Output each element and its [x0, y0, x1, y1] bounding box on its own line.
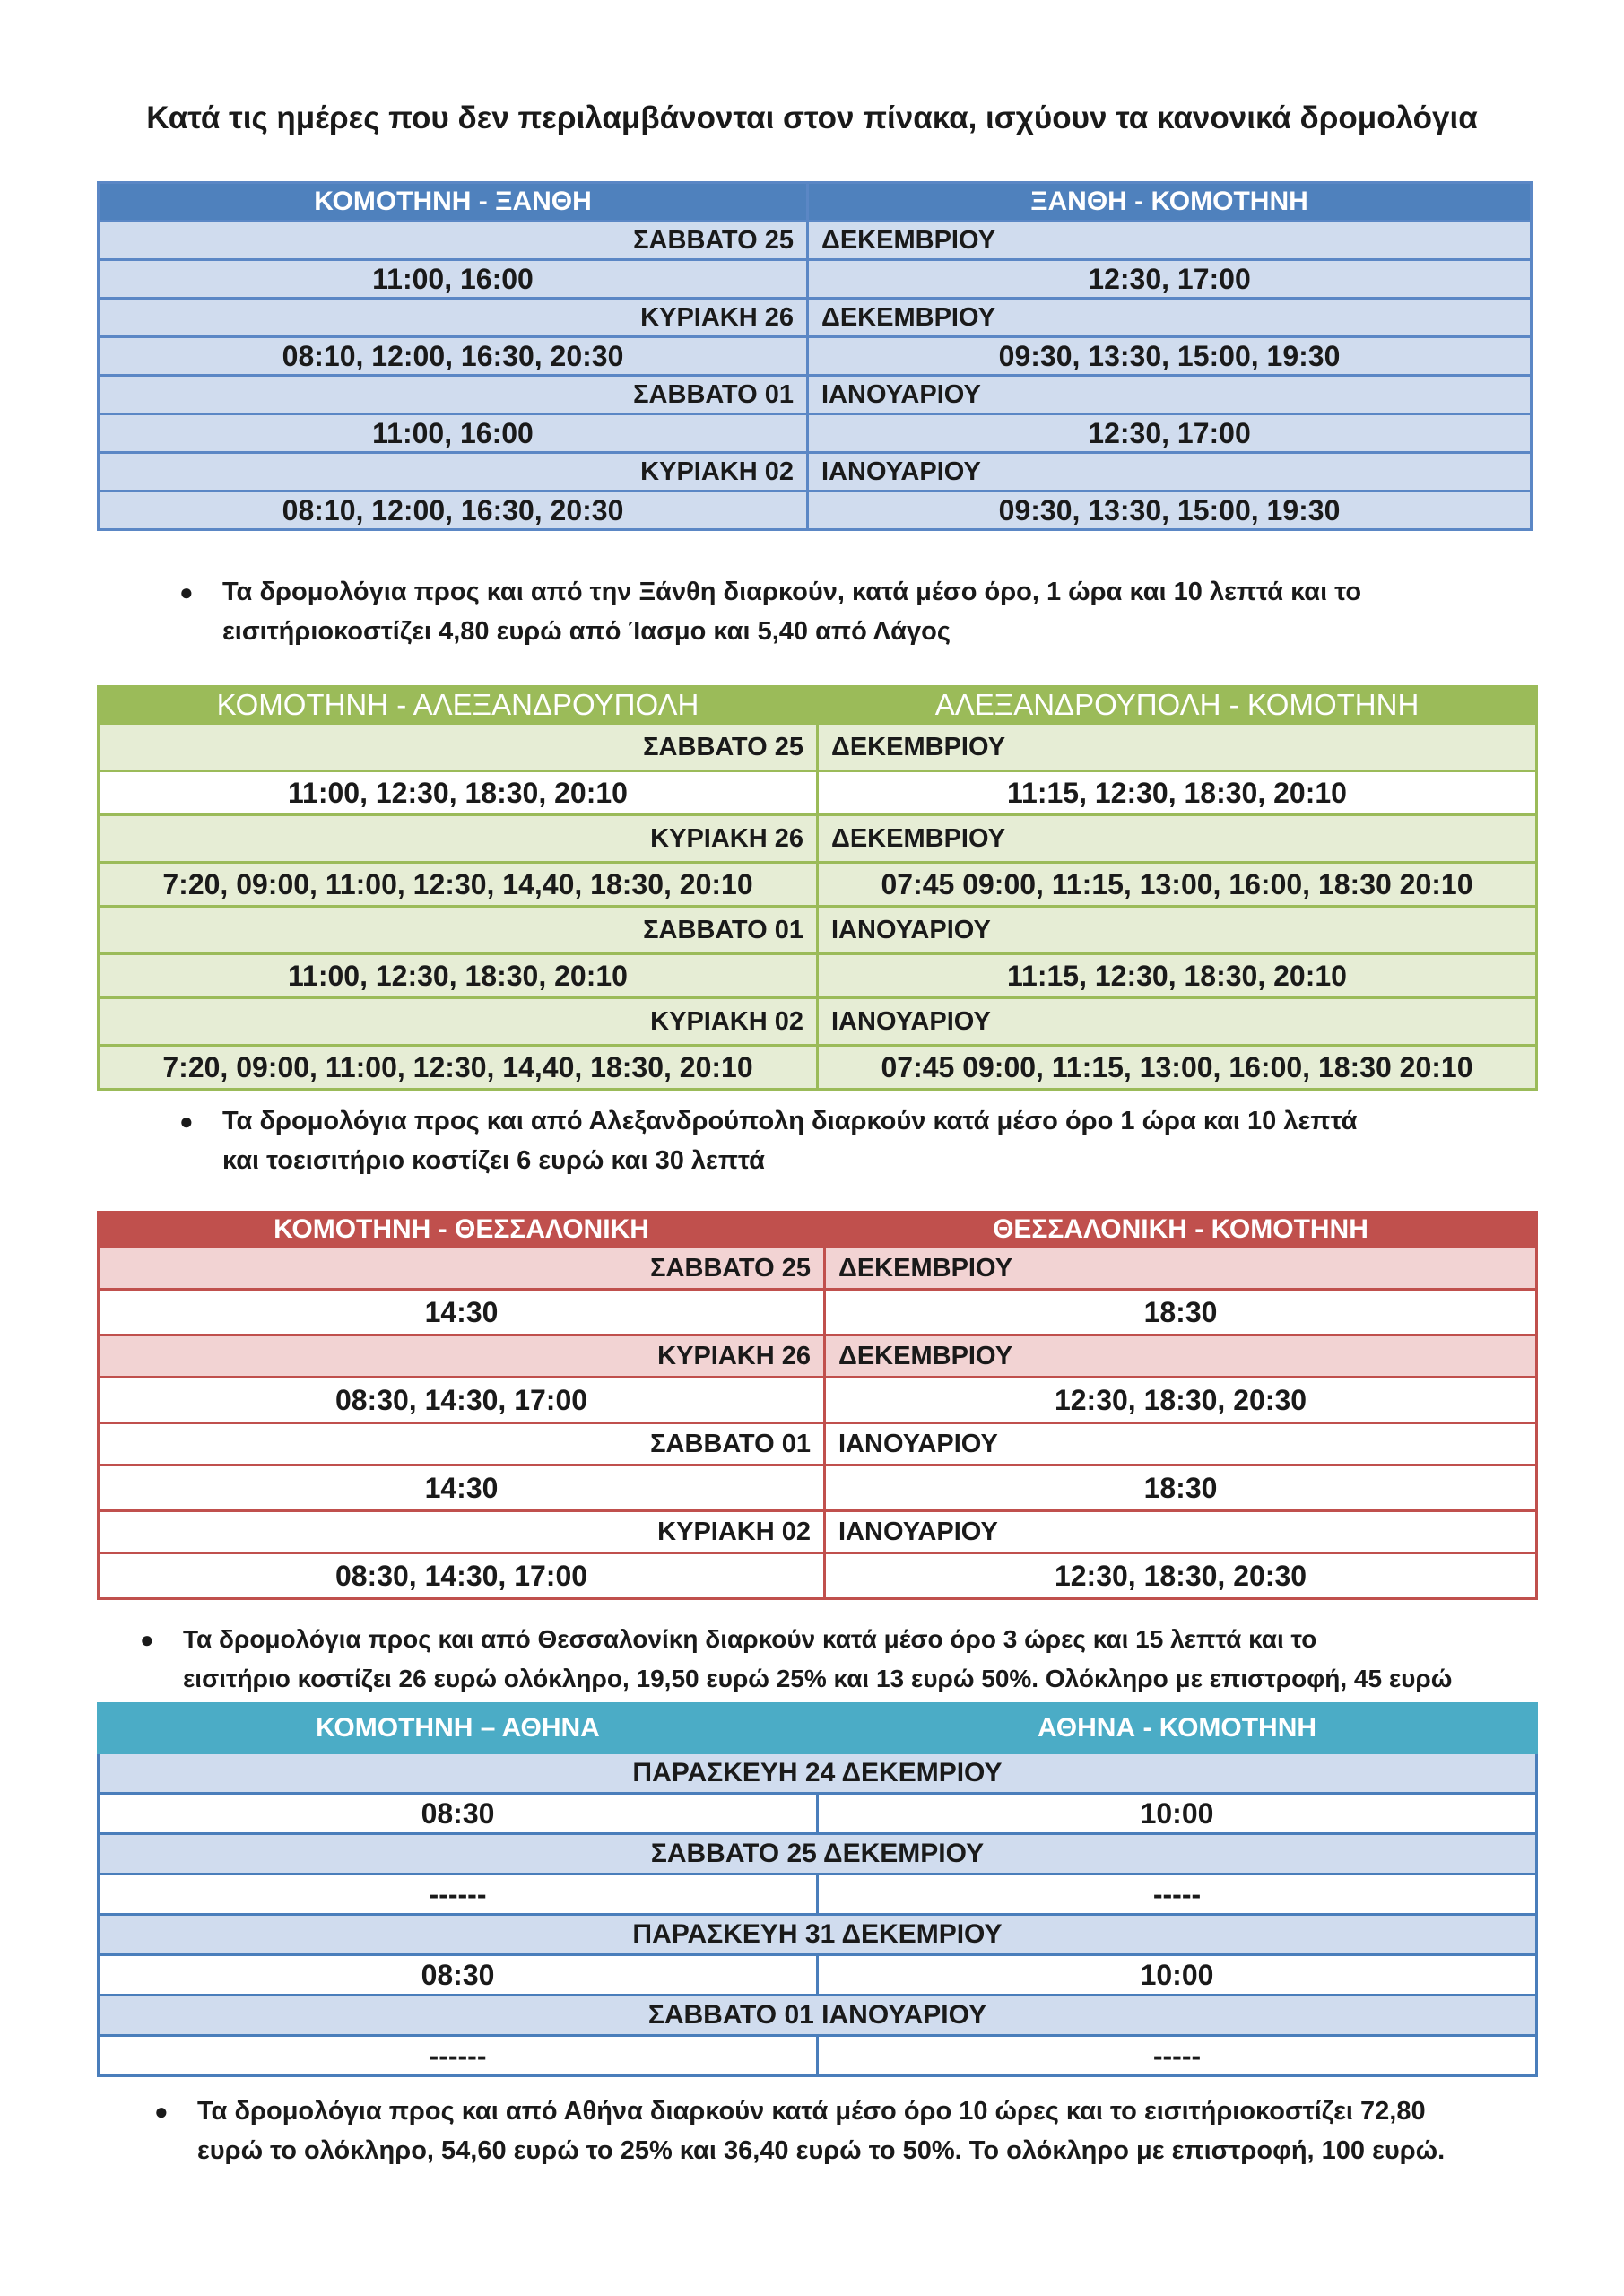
alexandroupoli-schedule-table — [97, 685, 1538, 1091]
outbound-times: 14:30 — [99, 1465, 825, 1511]
outbound-times: 08:30, 14:30, 17:00 — [99, 1378, 825, 1423]
table-header-row — [99, 1704, 1537, 1753]
return-times: 11:15, 12:30, 18:30, 20:10 — [818, 954, 1537, 998]
day-label: ΣΑΒΒΑΤΟ 01 — [99, 1423, 825, 1465]
return-times: 12:30, 17:00 — [808, 414, 1532, 453]
athens-note — [154, 2092, 1446, 2170]
return-times: 18:30 — [825, 1465, 1537, 1511]
day-label: ΣΑΒΒΑΤΟ 25 — [99, 1248, 825, 1290]
return-times: 07:45 09:00, 11:15, 13:00, 16:00, 18:30 20:10 — [818, 863, 1537, 907]
date-label: ΣΑΒΒΑΤΟ 25 ΔΕΚΕΜΡΙΟΥ — [99, 1834, 1537, 1874]
bullet-icon: ● — [140, 1626, 154, 1653]
header-outbound: ΚΟΜΟΤΗΝΗ - ΘΕΣΣΑΛΟΝΙΚΗ — [99, 1213, 825, 1248]
alexandroupoli-note — [179, 1101, 1358, 1180]
times-row — [99, 863, 1537, 907]
xanthi-schedule-table — [97, 181, 1533, 531]
note-line: εισιτήριοκοστίζει 4,80 ευρώ από Ίασμο και 5,40 από Λάγος — [222, 617, 951, 646]
month-label: ΔΕΚΕΜΒΡΙΟΥ — [808, 299, 1532, 337]
xanthi-note — [179, 572, 1362, 651]
month-label: ΙΑΝΟΥΑΡΙΟΥ — [818, 907, 1537, 954]
day-label: ΣΑΒΒΑΤΟ 01 — [99, 376, 808, 414]
outbound-times: 08:30 — [99, 1955, 818, 1996]
day-label: ΚΥΡΙΑΚΗ 02 — [99, 1511, 825, 1553]
outbound-times: 11:00, 16:00 — [99, 414, 808, 453]
table-header-row — [99, 1213, 1537, 1248]
outbound-times: 08:10, 12:00, 16:30, 20:30 — [99, 337, 808, 376]
header-outbound: ΚΟΜΟΤΗΝΗ - ΞΑΝΘΗ — [99, 183, 808, 222]
outbound-times: 7:20, 09:00, 11:00, 12:30, 14,40, 18:30, 20:10 — [99, 1046, 818, 1090]
thessaloniki-note — [140, 1620, 1453, 1699]
header-return: ΑΛΕΞΑΝΔΡΟΥΠΟΛΗ - ΚΟΜΟΤΗΝΗ — [818, 687, 1537, 724]
table-header-row — [99, 183, 1532, 222]
month-label: ΙΑΝΟΥΑΡΙΟΥ — [808, 376, 1532, 414]
day-label: ΣΑΒΒΑΤΟ 25 — [99, 222, 808, 260]
date-row — [99, 1423, 1537, 1465]
return-times: 07:45 09:00, 11:15, 13:00, 16:00, 18:30 20:10 — [818, 1046, 1537, 1090]
date-row — [99, 724, 1537, 771]
date-row — [99, 1753, 1537, 1794]
date-label: ΣΑΒΒΑΤΟ 01 ΙΑΝΟΥΑΡΙΟΥ — [99, 1996, 1537, 2036]
note-line: Τα δρομολόγια προς και από Αθήνα διαρκούν κατά μέσο όρο 10 ώρες και το εισιτήριοκοστίζει 72,80 — [197, 2097, 1426, 2126]
times-row — [99, 260, 1532, 299]
outbound-times: 11:00, 16:00 — [99, 260, 808, 299]
day-label: ΚΥΡΙΑΚΗ 26 — [99, 299, 808, 337]
return-times: 18:30 — [825, 1290, 1537, 1335]
date-row — [99, 1834, 1537, 1874]
times-row — [99, 414, 1532, 453]
return-times: 10:00 — [818, 1955, 1537, 1996]
return-times: 09:30, 13:30, 15:00, 19:30 — [808, 491, 1532, 530]
note-line: Τα δρομολόγια προς και από Αλεξανδρούπολη διαρκούν κατά μέσο όρο 1 ώρα και 10 λεπτά — [222, 1107, 1358, 1135]
outbound-times: 08:10, 12:00, 16:30, 20:30 — [99, 491, 808, 530]
date-row — [99, 1915, 1537, 1955]
athens-schedule-table — [97, 1702, 1538, 2077]
times-row — [99, 1290, 1537, 1335]
day-label: ΚΥΡΙΑΚΗ 26 — [99, 815, 818, 863]
date-row — [99, 1335, 1537, 1378]
month-label: ΙΑΝΟΥΑΡΙΟΥ — [825, 1511, 1537, 1553]
times-row — [99, 1465, 1537, 1511]
day-label: ΚΥΡΙΑΚΗ 02 — [99, 998, 818, 1046]
times-row — [99, 954, 1537, 998]
day-label: ΚΥΡΙΑΚΗ 26 — [99, 1335, 825, 1378]
return-times: 11:15, 12:30, 18:30, 20:10 — [818, 771, 1537, 815]
outbound-times: ------ — [99, 2036, 818, 2076]
date-row — [99, 907, 1537, 954]
times-row — [99, 1874, 1537, 1915]
return-times: 12:30, 17:00 — [808, 260, 1532, 299]
times-row — [99, 1378, 1537, 1423]
return-times: ----- — [818, 2036, 1537, 2076]
times-row — [99, 1046, 1537, 1090]
thessaloniki-schedule-table — [97, 1211, 1538, 1600]
month-label: ΙΑΝΟΥΑΡΙΟΥ — [818, 998, 1537, 1046]
date-row — [99, 453, 1532, 491]
note-line: Τα δρομολόγια προς και από την Ξάνθη διαρκούν, κατά μέσο όρο, 1 ώρα και 10 λεπτά και το — [222, 578, 1362, 606]
date-row — [99, 815, 1537, 863]
outbound-times: 11:00, 12:30, 18:30, 20:10 — [99, 771, 818, 815]
times-row — [99, 2036, 1537, 2076]
return-times: ----- — [818, 1874, 1537, 1915]
outbound-times: 08:30 — [99, 1794, 818, 1834]
times-row — [99, 337, 1532, 376]
header-outbound: ΚΟΜΟΤΗΝΗ - ΑΛΕΞΑΝΔΡΟΥΠΟΛΗ — [99, 687, 818, 724]
page-title: Κατά τις ημέρες που δεν περιλαμβάνονται στον πίνακα, ισχύουν τα κανονικά δρομολόγια — [146, 100, 1478, 135]
outbound-times: ------ — [99, 1874, 818, 1915]
date-row — [99, 299, 1532, 337]
return-times: 12:30, 18:30, 20:30 — [825, 1378, 1537, 1423]
month-label: ΙΑΝΟΥΑΡΙΟΥ — [808, 453, 1532, 491]
times-row — [99, 1553, 1537, 1599]
return-times: 10:00 — [818, 1794, 1537, 1834]
date-row — [99, 998, 1537, 1046]
note-line: Τα δρομολόγια προς και από Θεσσαλονίκη διαρκούν κατά μέσο όρο 3 ώρες και 15 λεπτά και το — [183, 1625, 1317, 1653]
times-row — [99, 1955, 1537, 1996]
table-header-row — [99, 687, 1537, 724]
times-row — [99, 1794, 1537, 1834]
outbound-times: 7:20, 09:00, 11:00, 12:30, 14,40, 18:30, 20:10 — [99, 863, 818, 907]
month-label: ΔΕΚΕΜΒΡΙΟΥ — [818, 724, 1537, 771]
date-label: ΠΑΡΑΣΚΕΥΗ 31 ΔΕΚΕΜΡΙΟΥ — [99, 1915, 1537, 1955]
date-row — [99, 376, 1532, 414]
times-row — [99, 491, 1532, 530]
day-label: ΚΥΡΙΑΚΗ 02 — [99, 453, 808, 491]
date-label: ΠΑΡΑΣΚΕΥΗ 24 ΔΕΚΕΜΡΙΟΥ — [99, 1753, 1537, 1794]
bullet-icon: ● — [179, 1108, 194, 1135]
month-label: ΔΕΚΕΜΒΡΙΟΥ — [808, 222, 1532, 260]
date-row — [99, 222, 1532, 260]
return-times: 12:30, 18:30, 20:30 — [825, 1553, 1537, 1599]
bullet-icon: ● — [179, 578, 194, 605]
month-label: ΔΕΚΕΜΒΡΙΟΥ — [825, 1248, 1537, 1290]
bullet-icon: ● — [154, 2098, 169, 2125]
note-line: εισιτήριο κοστίζει 26 ευρώ ολόκληρο, 19,50 ευρώ 25% και 13 ευρώ 50%. Ολόκληρο με επιστροφή, 45 ευρώ — [183, 1665, 1453, 1692]
outbound-times: 08:30, 14:30, 17:00 — [99, 1553, 825, 1599]
outbound-times: 14:30 — [99, 1290, 825, 1335]
month-label: ΙΑΝΟΥΑΡΙΟΥ — [825, 1423, 1537, 1465]
day-label: ΣΑΒΒΑΤΟ 01 — [99, 907, 818, 954]
header-return: ΑΘΗΝΑ - ΚΟΜΟΤΗΝΗ — [818, 1704, 1537, 1753]
date-row — [99, 1511, 1537, 1553]
times-row — [99, 771, 1537, 815]
month-label: ΔΕΚΕΜΒΡΙΟΥ — [818, 815, 1537, 863]
header-outbound: ΚΟΜΟΤΗΝΗ – ΑΘΗΝΑ — [99, 1704, 818, 1753]
month-label: ΔΕΚΕΜΒΡΙΟΥ — [825, 1335, 1537, 1378]
outbound-times: 11:00, 12:30, 18:30, 20:10 — [99, 954, 818, 998]
date-row — [99, 1996, 1537, 2036]
note-line: και τοεισιτήριο κοστίζει 6 ευρώ και 30 λεπτά — [222, 1146, 765, 1175]
header-return: ΘΕΣΣΑΛΟΝΙΚΗ - ΚΟΜΟΤΗΝΗ — [825, 1213, 1537, 1248]
day-label: ΣΑΒΒΑΤΟ 25 — [99, 724, 818, 771]
return-times: 09:30, 13:30, 15:00, 19:30 — [808, 337, 1532, 376]
note-line: ευρώ το ολόκληρο, 54,60 ευρώ το 25% και 36,40 ευρώ το 50%. Το ολόκληρο με επιστροφή, 100 ευρώ. — [197, 2136, 1446, 2165]
date-row — [99, 1248, 1537, 1290]
header-return: ΞΑΝΘΗ - ΚΟΜΟΤΗΝΗ — [808, 183, 1532, 222]
